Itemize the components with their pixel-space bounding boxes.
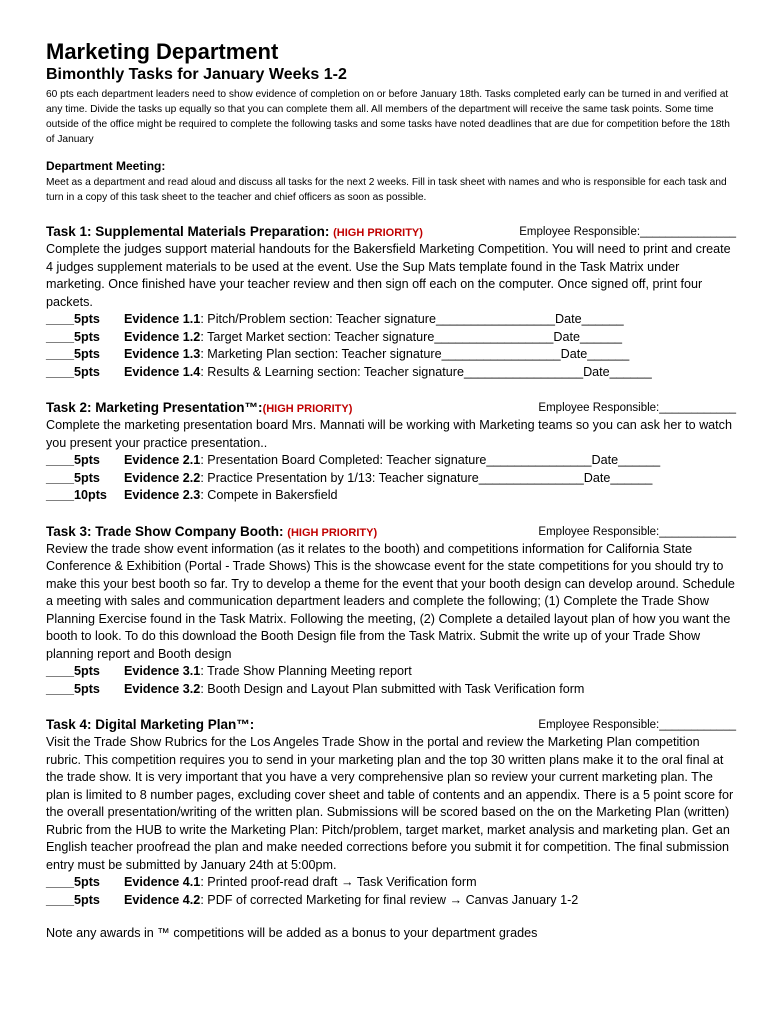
evidence-label: Evidence 1.2 [124, 329, 201, 344]
evidence-points: ____5pts [46, 892, 100, 907]
evidence-points: ____5pts [46, 329, 100, 344]
evidence-4-1 [46, 874, 736, 892]
footer-note: Note any awards in ™ competitions will be added as a bonus to your department grades [46, 926, 538, 940]
evidence-label: Evidence 2.2 [124, 470, 201, 485]
evidence-text: : Printed proof-read draft → Task Verification form [200, 875, 477, 889]
evidence-points: ____10pts [46, 488, 107, 502]
page-title: Marketing Department [46, 39, 279, 64]
evidence-text: : PDF of corrected Marketing for final review → Canvas January 1-2 [200, 892, 579, 907]
evidence-text: : Pitch/Problem section: Teacher signature_________________Date______ [200, 312, 624, 326]
evidence-label: Evidence 2.1 [124, 453, 201, 467]
task-1-header [46, 223, 736, 241]
evidence-label: Evidence 1.3 [124, 347, 201, 361]
evidence-label: Evidence 4.2 [124, 892, 201, 907]
evidence-points: ____5pts [46, 470, 100, 485]
task-1-priority: (HIGH PRIORITY) [333, 227, 423, 239]
evidence-label: Evidence 1.4 [124, 364, 201, 379]
evidence-label: Evidence 3.1 [124, 664, 201, 678]
evidence-2-2 [46, 470, 736, 488]
evidence-points: ____5pts [46, 312, 100, 326]
task-2-responsible: Employee Responsible:____________ [538, 402, 736, 414]
task-1-title: Task 1: Supplemental Materials Preparation: [46, 224, 334, 239]
meeting-text: Meet as a department and read aloud and discuss all tasks for the next 2 weeks. Fill in task sheet with names and who is responsible for each task and turn in a copy of this task sheet to the teacher and chief officers as soon as possible. [46, 177, 727, 203]
evidence-text: : Target Market section: Teacher signature_________________Date______ [200, 329, 623, 344]
document-body [46, 38, 736, 942]
task-2 [46, 399, 736, 505]
task-2-description: Complete the marketing presentation board Mrs. Mannati will be working with Marketing teams so you can ask her to watch you present your practice presentation.. [46, 418, 732, 450]
task-3-priority: (HIGH PRIORITY) [287, 526, 378, 539]
evidence-label: Evidence 2.3 [124, 488, 201, 502]
task-2-header [46, 399, 736, 417]
evidence-1-1 [46, 311, 736, 329]
task-3 [46, 523, 736, 699]
evidence-points: ____5pts [46, 664, 100, 678]
task-1-description: Complete the judges support material handouts for the Bakersfield Marketing Competition. You will need to print and create 4 judges supplement materials to be used at the event. Use the Sup Mats template found in the Task Matrix under marketing. Once finished have your teacher review and then sign off each on the computer. Once signed off, print four packets. [46, 242, 731, 309]
evidence-2-3 [46, 487, 736, 505]
evidence-2-1 [46, 452, 736, 470]
task-1-responsible: Employee Responsible:_______________ [519, 226, 736, 238]
evidence-text: : Results & Learning section: Teacher signature_________________Date______ [200, 364, 652, 379]
task-3-description: Review the trade show event information (as it relates to the booth) and competitions information for California State Conference & Exhibition (Portal - Trade Shows) This is the showcase event for the state competitions for you should try to make this your best booth so far. Try to develop a theme for the event that your booth design can develop around. Schedule a meeting with sales and communication department leaders and complete the following; (1) Complete the Trade Show Planning Exercise found in the Task Matrix. Following the meeting, (2) Complete a detailed layout plan of how you want the booth to look. To do this download the Booth Design file from the Task Matrix. Submit the write up of your Trade Show planning report and Booth design [46, 541, 735, 661]
evidence-1-4 [46, 364, 736, 382]
task-3-responsible: Employee Responsible:____________ [538, 525, 736, 538]
evidence-points: ____5pts [46, 347, 100, 361]
intro-paragraph: 60 pts each department leaders need to show evidence of completion on or before January 18th. Tasks completed early can be turned in and verified at any time. Divide the tasks up equally so that you can complete them all. All members of the department will receive the same task points. Some time outside of the office might be required to complete the following tasks and some tasks have noted deadlines that are due for competition before the 18th of January [46, 89, 730, 145]
evidence-text: : Trade Show Planning Meeting report [200, 664, 412, 678]
evidence-3-2 [46, 681, 736, 699]
task-4-responsible: Employee Responsible:____________ [538, 719, 736, 731]
evidence-4-2 [46, 892, 736, 910]
evidence-1-2 [46, 329, 736, 347]
task-3-header [46, 523, 736, 541]
meeting-heading: Department Meeting: [46, 159, 166, 173]
task-3-title: Task 3: Trade Show Company Booth: [46, 523, 288, 539]
evidence-label: Evidence 3.2 [124, 681, 201, 696]
task-4-description: Visit the Trade Show Rubrics for the Los Angeles Trade Show in the portal and review the Marketing Plan competition rubric. This competition requires you to send in your marketing plan and the top 30 written plans make it to the oral final at the trade show. It is very important that you have a very comprehensive plan so review your current marketing plan. The plan is limited to 8 number pages, excluding cover sheet and table of contents and an appendix. There is a 5 point score for the overall presentation/writing of the written plan. Submissions will be scored based on the on the Marketing Plan (written) Rubric from the HUB to write the Marketing Plan: Pitch/problem, target market, market analysis and marketing plan. Get an English teacher proofread the plan and make needed corrections before you submit it for competition. The final submission entry must be submitted by January 24th at 5:00pm. [46, 735, 734, 872]
task-4-title: Task 4: Digital Marketing Plan™: [46, 717, 255, 732]
task-2-priority: (HIGH PRIORITY) [262, 403, 353, 415]
evidence-points: ____5pts [46, 681, 100, 696]
evidence-label: Evidence 1.1 [124, 312, 201, 326]
task-4-header [46, 716, 736, 734]
evidence-text: : Presentation Board Completed: Teacher signature_______________Date______ [200, 453, 661, 467]
task-1 [46, 223, 736, 381]
page-subtitle: Bimonthly Tasks for January Weeks 1-2 [46, 66, 347, 83]
task-2-title: Task 2: Marketing Presentation™: [46, 400, 263, 415]
evidence-text: : Compete in Bakersfield [200, 488, 338, 502]
evidence-points: ____5pts [46, 875, 100, 889]
evidence-text: : Booth Design and Layout Plan submitted with Task Verification form [200, 681, 585, 696]
evidence-label: Evidence 4.1 [124, 875, 201, 889]
evidence-1-3 [46, 346, 736, 364]
evidence-3-1 [46, 663, 736, 681]
evidence-text: : Marketing Plan section: Teacher signature_________________Date______ [200, 347, 630, 361]
evidence-points: ____5pts [46, 364, 100, 379]
evidence-text: : Practice Presentation by 1/13: Teacher signature_______________Date______ [200, 470, 653, 485]
evidence-points: ____5pts [46, 453, 100, 467]
task-4 [46, 716, 736, 909]
